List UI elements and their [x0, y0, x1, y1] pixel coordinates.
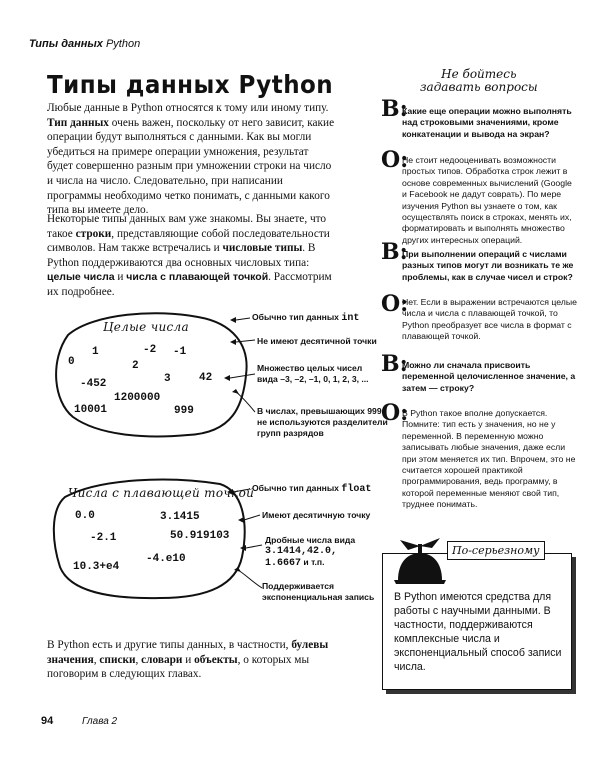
int-value: 2 [132, 360, 139, 372]
bold-term: числа с плавающей точкой [126, 271, 269, 284]
question-letter: В: [381, 96, 408, 122]
anno-line: вида –3, –2, –1, 0, 1, 2, 3, ... [257, 374, 369, 384]
int-annotation-type [252, 312, 359, 324]
answer-letter: О: [381, 400, 409, 426]
qa-title [420, 68, 538, 94]
float-annotation-exp [262, 581, 374, 603]
float-annotation-point: Имеют десятичную точку [262, 510, 371, 520]
text-run: Некоторые типы данных вам уже знакомы. Вы знаете, что такое [47, 213, 327, 240]
float-annotation-type [252, 483, 371, 495]
float-value: 0.0 [75, 510, 95, 522]
text-run: и [114, 271, 127, 284]
bold-term: объекты [194, 653, 238, 666]
propeller-hat-icon [392, 528, 448, 586]
anno-line: Дробные числа вида [265, 535, 356, 545]
float-value: 50.919103 [170, 530, 230, 542]
text-run: В Python есть и другие типы данных, в частности, [47, 639, 292, 651]
anno-text: Обычно тип данных [252, 312, 342, 322]
question-3: Можно ли сначала присвоить переменной целочисленное значение, а затем — строку? [402, 360, 576, 393]
serious-text: В Python имеются средства для работы с научными данными. В частности, поддерживаются комплексные числа и экспоненциальный способ записи числа. [394, 591, 562, 673]
bold-term: словари [141, 653, 183, 666]
integers-blob-title: Целые числа [103, 320, 189, 334]
text-run: и [182, 653, 195, 666]
running-header-section: Типы данных [29, 38, 103, 50]
question-2: При выполнении операций с числами разных типов могут ли возникать те же проблемы, как в случае чисел и строк? [402, 249, 574, 282]
anno-line: Множество целых чисел [257, 363, 363, 373]
anno-line: не используются разделители [257, 417, 388, 427]
page-title: Типы данных Python [47, 70, 334, 99]
chapter-label: Глава 2 [82, 716, 118, 727]
text-run: , [93, 653, 100, 666]
running-header-lang: Python [105, 38, 141, 50]
anno-text: и т.п. [301, 557, 325, 567]
int-value: 1 [92, 346, 99, 358]
anno-line: групп разрядов [257, 428, 324, 438]
int-value: 0 [68, 356, 75, 368]
int-annotation-set [257, 363, 369, 385]
int-value: -452 [80, 378, 107, 390]
bold-term: числовые типы [222, 242, 303, 255]
int-value: -2 [143, 344, 157, 356]
float-value: -4.e10 [146, 553, 186, 565]
page-number: 94 [41, 715, 54, 727]
float-value: 10.3+e4 [73, 561, 120, 573]
question-letter: В: [381, 351, 408, 377]
floats-blob-title: Числа с плавающей точкой [68, 486, 255, 500]
text-run: , о которых мы поговорим в следующих главах. [47, 653, 310, 681]
int-value: -1 [173, 346, 187, 358]
float-annotation-fractions [265, 535, 355, 569]
bold-term: Тип данных [47, 116, 109, 129]
qa-title-line: Не бойтесь [441, 67, 517, 81]
text-run: . В Python поддерживаются два основных числовых типа: [47, 242, 316, 269]
other-types-paragraph [47, 638, 347, 682]
question-1: Какие еще операции можно выполнять над строковыми значениями, кроме конкатенации и вывода на экран? [402, 106, 572, 139]
float-value: 3.1415 [160, 511, 200, 523]
anno-line: 3.1414,42.0, [265, 546, 338, 557]
qa-title-line: задавать вопросы [420, 80, 538, 94]
anno-text: Обычно тип данных [252, 483, 342, 493]
int-annotation-separators [257, 406, 388, 439]
anno-code: 1.6667 [265, 558, 302, 569]
int-value: 3 [164, 373, 171, 385]
text-run: , [135, 653, 142, 666]
text-run: очень важен, поскольку от него зависит, какие операции будут выполняться с данными. Как вы могли убедиться на примере операции умножения, результат будет совершенно разным при умножении строки на число и числа на число. Следовательно, при написании программы необходимо четко понимать, с данными какого типа вы имеете дело. [47, 116, 335, 217]
anno-code: int [341, 313, 360, 324]
int-annotation-no-point: Не имеют десятичной точки [257, 336, 377, 346]
answer-letter: О: [381, 291, 409, 317]
int-value: 999 [174, 405, 194, 417]
question-letter: В: [381, 239, 408, 265]
anno-code: float [341, 484, 372, 495]
int-value: 10001 [74, 404, 108, 416]
text-run: , представляющие собой последовательности символов. Нам также встречались и [47, 227, 330, 255]
anno-line: Поддерживается [262, 581, 335, 591]
bold-term: булевы значения [47, 639, 329, 666]
answer-3: В Python такое вполне допускается. Помните: тип есть у значения, но не у переменной. В переменную можно записывать любые значения, даже если при этом меняется их тип. Впрочем, это не считается хорошей практикой программирования, ведь программу, в которой переменные меняют свой тип, труднее понимать. [402, 408, 576, 510]
text-run: . Рассмотрим их подробнее. [47, 271, 332, 298]
int-value: 42 [199, 372, 213, 384]
bold-term: строки [75, 227, 112, 240]
anno-line: экспоненциальная запись [262, 592, 375, 602]
anno-line: В числах, превышающих 999, [257, 406, 384, 416]
int-value: 1200000 [114, 392, 161, 404]
serious-label: По-серьезному [447, 541, 545, 560]
bold-term: списки [99, 653, 136, 666]
answer-1: Не стоит недооценивать возможности простых типов. Обработка строк лежит в основе современных вычислений (Google и Facebook не дадут соврать). По мере изучения Python вы узнаете о том, как осуществлять поиск в строках, менять их, форматировать и выполнять множество других интересных операций. [402, 155, 572, 245]
text-run: Любые данные в Python относятся к тому или иному типу. [47, 102, 329, 114]
bold-term: целые числа [47, 271, 115, 284]
float-value: -2.1 [90, 532, 117, 544]
answer-2: Нет. Если в выражении встречаются целые числа и числа с плавающей точкой, то Python преобразует все числа в формат с плавающей точкой. [402, 297, 577, 342]
answer-letter: О: [381, 147, 409, 173]
